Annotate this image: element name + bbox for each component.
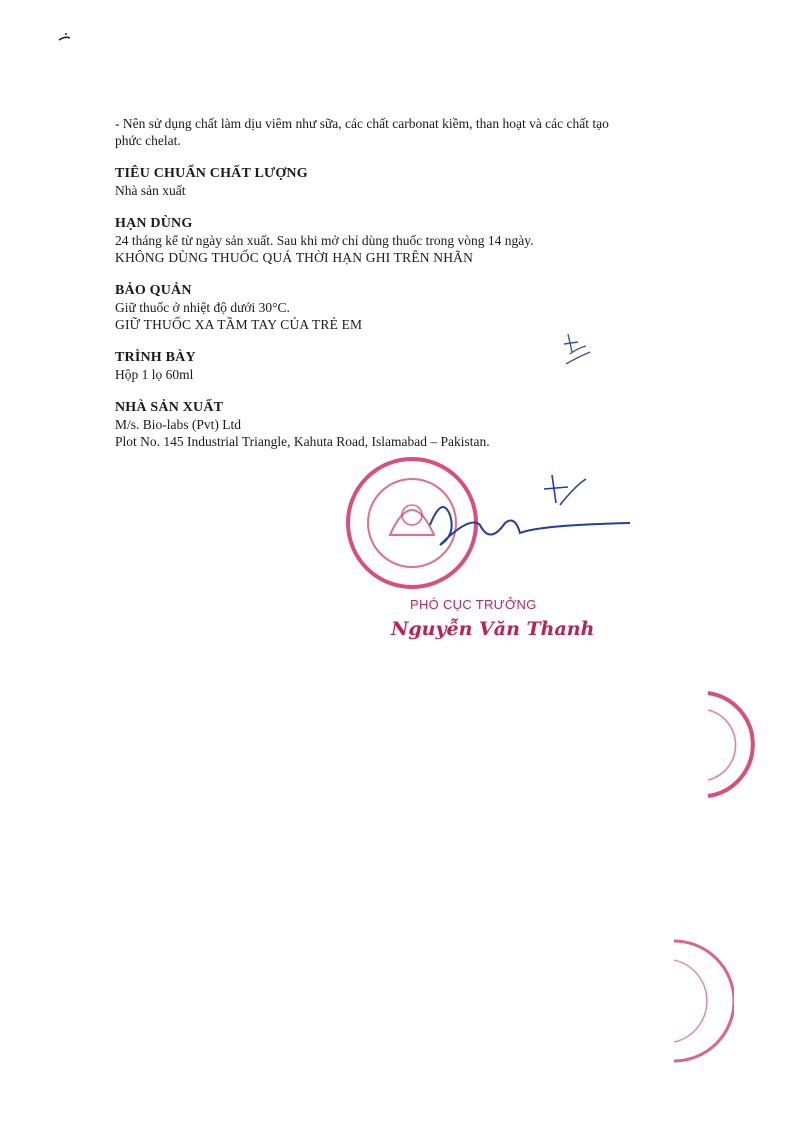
section-title: BẢO QUẢN xyxy=(115,283,192,298)
section-title: HẠN DÙNG xyxy=(115,216,193,231)
section-shelf-life xyxy=(115,215,715,266)
section-title: TRÌNH BÀY xyxy=(115,350,196,365)
section-title: NHÀ SẢN XUẤT xyxy=(115,400,224,415)
initials-icon xyxy=(556,330,596,370)
signer-name: Nguyễn Văn Thanh xyxy=(391,618,595,640)
section-presentation xyxy=(115,349,715,383)
intro-line-cont: phức chelat. xyxy=(115,133,181,148)
section-line: 24 tháng kể từ ngày sản xuất. Sau khi mở chỉ dùng thuốc trong vòng 14 ngày. xyxy=(115,233,534,248)
pen-mark xyxy=(56,30,76,70)
leaflet-text xyxy=(115,115,715,450)
section-line: M/s. Bio-labs (Pvt) Ltd xyxy=(115,417,242,432)
section-line: GIỮ THUỐC XA TẦM TAY CỦA TRẺ EM xyxy=(115,317,363,332)
signer-title: PHÓ CỤC TRƯỞNG xyxy=(410,597,537,612)
official-stamp-icon xyxy=(330,455,660,595)
section-line: Plot No. 145 Industrial Triangle, Kahuta Road, Islamabad – Pakistan. xyxy=(115,434,490,449)
edge-stamp-icon xyxy=(664,936,734,1066)
section-quality-standard xyxy=(115,165,715,199)
section-storage xyxy=(115,282,715,333)
section-title: TIÊU CHUẨN CHẤT LƯỢNG xyxy=(115,166,308,181)
section-line: KHÔNG DÙNG THUỐC QUÁ THỜI HẠN GHI TRÊN NHÃN xyxy=(115,250,474,265)
edge-stamp-icon xyxy=(698,688,758,803)
section-line: Nhà sản xuất xyxy=(115,183,186,198)
section-manufacturer xyxy=(115,399,715,450)
section-line: Giữ thuốc ở nhiệt độ dưới 30°C. xyxy=(115,300,290,315)
intro-line: - Nên sử dụng chất làm dịu viêm như sữa, các chất carbonat kiềm, than hoạt và các chất tạo xyxy=(115,116,609,131)
section-line: Hộp 1 lọ 60ml xyxy=(115,367,194,382)
